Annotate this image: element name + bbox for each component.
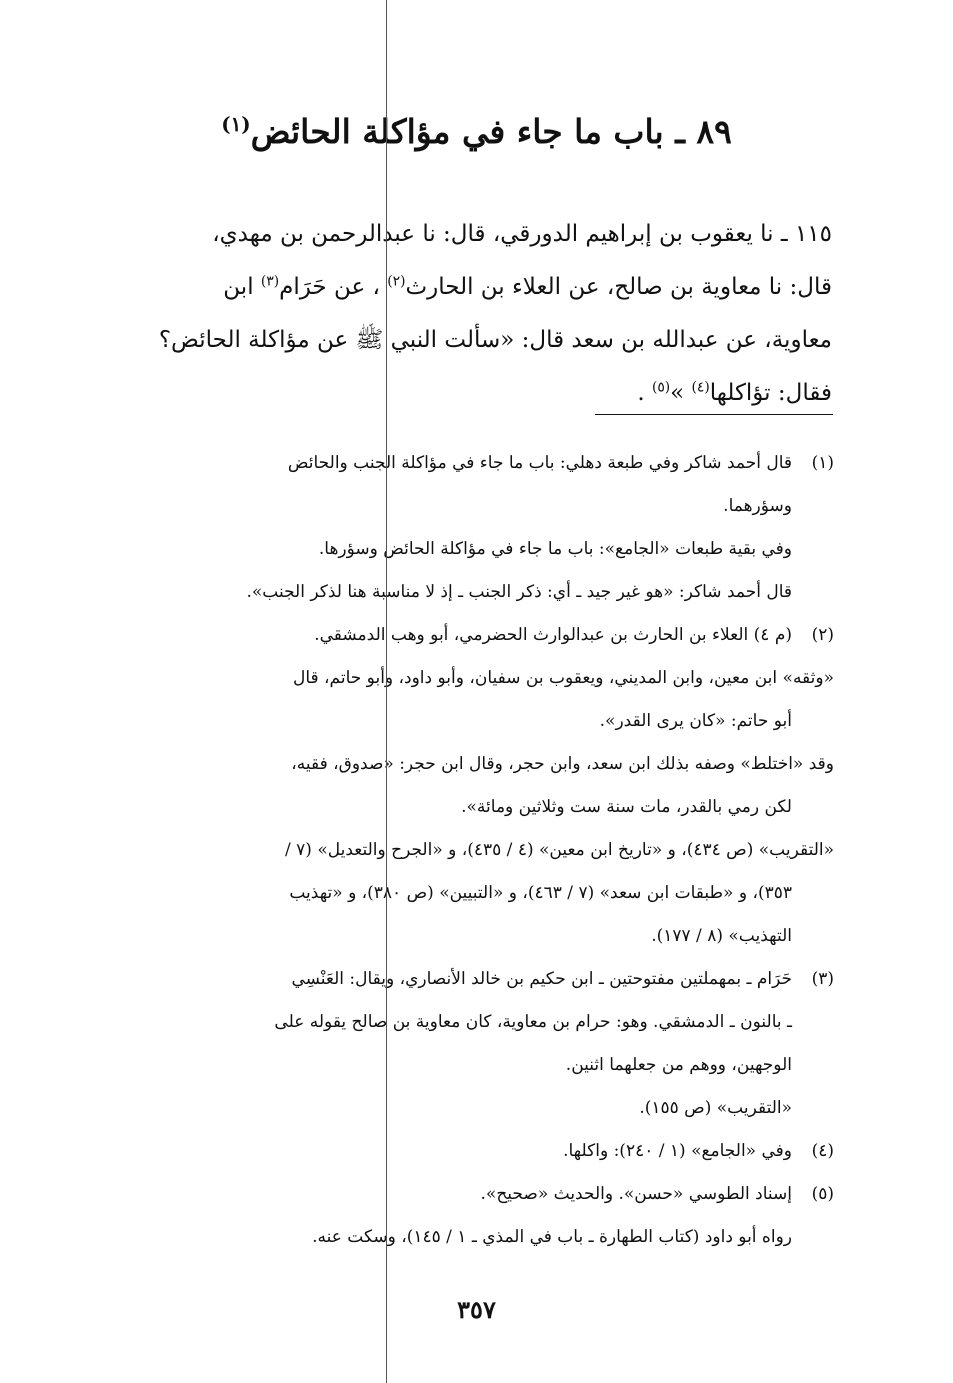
footnote-line: (١)قال أحمد شاكر وفي طبعة دهلي: باب ما جاء في مؤاكلة الجنب والحائض bbox=[112, 442, 834, 485]
footnote-line: ٣٥٣)، و «طبقات ابن سعد» (٧ / ٤٦٣)، و «التبيين» (ص ٣٨٠)، و «تهذيب bbox=[289, 883, 792, 903]
footnote-number: (٥) bbox=[811, 1184, 834, 1204]
footnote-ref: (٢) bbox=[387, 273, 406, 290]
hadith-line: فقال: تؤاكلها$^{(٤)}$ »$^{(٥)}$ . bbox=[637, 379, 832, 406]
footnote-line: (٥)إسناد الطوسي «حسن». والحديث «صحيح». bbox=[112, 1173, 834, 1216]
footnote-number: (١) bbox=[811, 453, 834, 473]
hadith-line: قال: نا معاوية بن صالح، عن العلاء بن الحارث$^{(٢)}$ ، عن حَرَام$^{(٣)}$ ابن bbox=[223, 273, 832, 300]
footnote-line: «وثقه» ابن معين، وابن المديني، ويعقوب بن سفيان، وأبو داود، وأبو حاتم، قال bbox=[293, 668, 834, 688]
footnote-separator bbox=[595, 414, 833, 415]
footnote-line: الوجهين، ووهم من جعلهما اثنين. bbox=[565, 1055, 792, 1075]
footnote-line: قال أحمد شاكر: «هو غير جيد ـ أي: ذكر الجنب ـ إذ لا مناسبة هنا لذكر الجنب». bbox=[246, 582, 792, 602]
footnote-line: ـ بالنون ـ الدمشقي. وهو: حرام بن معاوية، كان معاوية بن صالح يقوله على bbox=[274, 1012, 792, 1032]
footnote-number: (٢) bbox=[811, 625, 834, 645]
footnote-line: لكن رمي بالقدر، مات سنة ست وثلاثين ومائة». bbox=[461, 797, 792, 817]
footnote-ref: (٥) bbox=[651, 379, 671, 396]
footnote-line: «التقريب» (ص ٤٣٤)، و «تاريخ ابن معين» (٤ / ٤٣٥)، و «الجرح والتعديل» (٧ / bbox=[285, 840, 834, 860]
page-number: ٣٥٧ bbox=[457, 1295, 496, 1324]
hadith-line: ١١٥ ـ نا يعقوب بن إبراهيم الدورقي، قال: نا عبدالرحمن بن مهدي، bbox=[212, 221, 832, 247]
footnote-line: رواه أبو داود (كتاب الطهارة ـ باب في المذي ـ ١ / ١٤٥)، وسكت عنه. bbox=[312, 1227, 792, 1247]
footnote-line: (٤)وفي «الجامع» (١ / ٢٤٠): واكلها. bbox=[112, 1130, 834, 1173]
footnote-ref: (٤) bbox=[691, 379, 710, 396]
footnote-line: «التقريب» (ص ١٥٥). bbox=[639, 1098, 792, 1118]
chapter-title-text: ٨٩ ـ باب ما جاء في مؤاكلة الحائض bbox=[250, 112, 732, 151]
footnote-number: (٣) bbox=[811, 969, 834, 989]
footnote-number: (٤) bbox=[811, 1141, 834, 1161]
footnote-line: أبو حاتم: «كان يرى القدر». bbox=[599, 711, 792, 731]
footnote-line: (٢)(م ٤) العلاء بن الحارث بن عبدالوارث الحضرمي، أبو وهب الدمشقي. bbox=[112, 614, 834, 657]
footnote-line: وسؤرهما. bbox=[723, 496, 792, 516]
footnote-line: التهذيب» (٨ / ١٧٧). bbox=[651, 926, 792, 946]
hadith-line: معاوية، عن عبدالله بن سعد قال: «سألت النبي ﷺ عن مؤاكلة الحائض؟ bbox=[158, 327, 832, 353]
chapter-title bbox=[120, 104, 833, 160]
footnote-line: (٣)حَرَام ـ بمهملتين مفتوحتين ـ ابن حكيم بن خالد الأنصاري، ويقال: العَنْسِي bbox=[112, 958, 834, 1001]
footnotes bbox=[112, 442, 834, 1259]
hadith-text bbox=[112, 208, 832, 420]
footnote-ref: (٣) bbox=[260, 273, 280, 290]
footnote-ref: (١) bbox=[221, 112, 251, 136]
footnote-line: وفي بقية طبعات «الجامع»: باب ما جاء في مؤاكلة الحائض وسؤرها. bbox=[318, 539, 792, 559]
scan-line bbox=[386, 0, 387, 1383]
footnote-line: وقد «اختلط» وصفه بذلك ابن سعد، وابن حجر، وقال ابن حجر: «صدوق، فقيه، bbox=[291, 754, 834, 774]
